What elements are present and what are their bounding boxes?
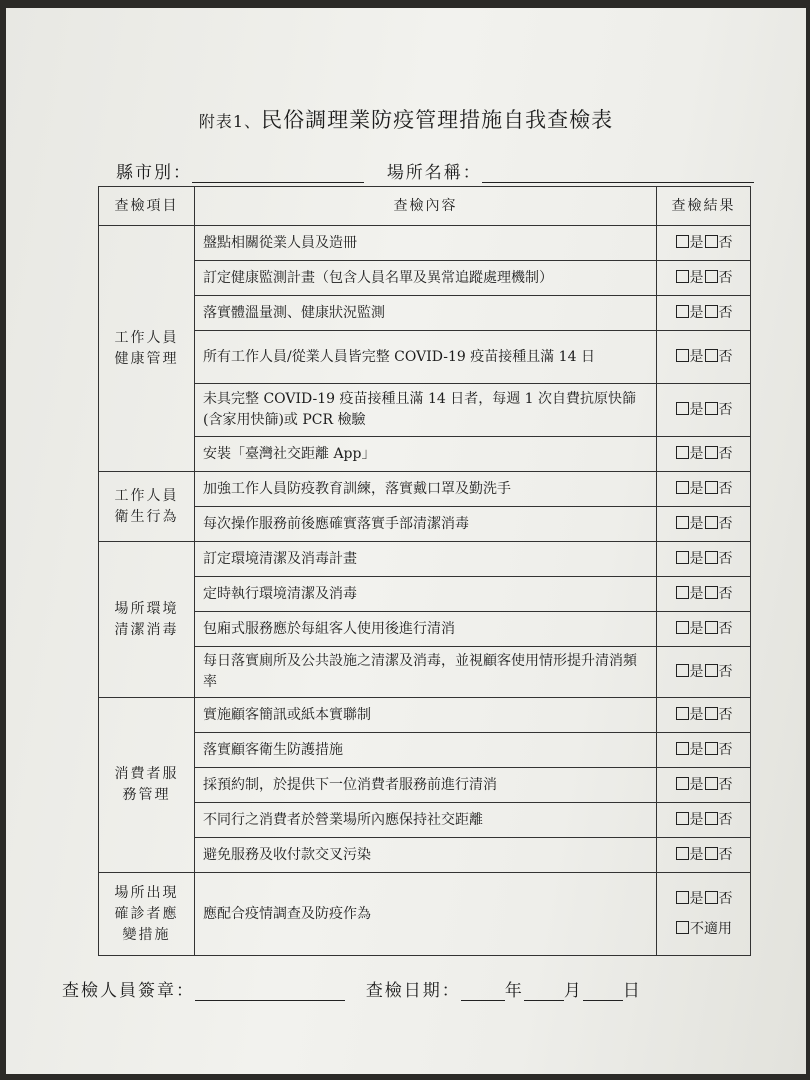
table-row xyxy=(99,873,751,956)
yes-option[interactable] xyxy=(675,305,704,321)
inspector-label: 查檢人員簽章： xyxy=(62,981,195,1001)
date-label: 查檢日期： xyxy=(365,981,461,1001)
yes-label: 是 xyxy=(689,663,704,680)
checklist-table xyxy=(98,186,751,956)
no-option[interactable] xyxy=(704,481,733,497)
table-row xyxy=(99,331,751,384)
table-row xyxy=(99,437,751,472)
table-row xyxy=(99,768,751,803)
no-option[interactable] xyxy=(704,847,733,863)
category-cell: 場所出現確診者應變措施 xyxy=(99,873,195,956)
yes-label: 是 xyxy=(689,550,704,567)
no-option[interactable] xyxy=(704,349,733,365)
yes-option[interactable] xyxy=(675,446,704,462)
header-category: 查檢項目 xyxy=(99,187,195,226)
year-field[interactable] xyxy=(461,982,505,1001)
no-option[interactable] xyxy=(704,446,733,462)
result-cell xyxy=(657,437,751,472)
table-row xyxy=(99,542,751,577)
yes-label: 是 xyxy=(689,269,704,286)
no-checkbox[interactable] xyxy=(705,481,718,494)
no-option[interactable] xyxy=(704,621,733,637)
year-label: 年 xyxy=(504,981,524,1001)
yes-label: 是 xyxy=(689,304,704,321)
no-option[interactable] xyxy=(704,664,733,680)
no-option[interactable] xyxy=(704,891,733,907)
yes-option[interactable] xyxy=(675,777,704,793)
no-checkbox[interactable] xyxy=(705,446,718,459)
table-row xyxy=(99,472,751,507)
day-field[interactable] xyxy=(583,982,623,1001)
table-row xyxy=(99,384,751,437)
yes-label: 是 xyxy=(689,445,704,462)
yes-checkbox[interactable] xyxy=(676,349,689,362)
table-row xyxy=(99,507,751,542)
result-cell xyxy=(657,384,751,437)
check-item: 每次操作服務前後應確實落實手部清潔消毒 xyxy=(195,507,657,542)
yes-option[interactable] xyxy=(675,742,704,758)
no-label: 否 xyxy=(718,304,733,321)
no-label: 否 xyxy=(718,620,733,637)
no-option[interactable] xyxy=(704,305,733,321)
yes-checkbox[interactable] xyxy=(676,742,689,755)
no-checkbox[interactable] xyxy=(705,812,718,825)
yes-checkbox[interactable] xyxy=(676,481,689,494)
check-item: 所有工作人員/從業人員皆完整 COVID-19 疫苗接種且滿 14 日 xyxy=(195,331,657,384)
yes-checkbox[interactable] xyxy=(676,891,689,904)
yes-checkbox[interactable] xyxy=(676,446,689,459)
no-label: 否 xyxy=(718,811,733,828)
yes-option[interactable] xyxy=(675,664,704,680)
table-row xyxy=(99,803,751,838)
document-title xyxy=(6,104,806,134)
yes-label: 是 xyxy=(689,515,704,532)
yes-label: 是 xyxy=(689,706,704,723)
check-item: 定時執行環境清潔及消毒 xyxy=(195,577,657,612)
yes-label: 是 xyxy=(689,620,704,637)
no-option[interactable] xyxy=(704,551,733,567)
check-item: 採預約制，於提供下一位消費者服務前進行清消 xyxy=(195,768,657,803)
venue-label: 場所名稱： xyxy=(386,163,482,183)
no-label: 否 xyxy=(718,445,733,462)
check-item: 盤點相關從業人員及造冊 xyxy=(195,226,657,261)
result-cell xyxy=(657,612,751,647)
yes-checkbox[interactable] xyxy=(676,777,689,790)
yes-label: 是 xyxy=(689,776,704,793)
no-option[interactable] xyxy=(704,707,733,723)
no-option[interactable] xyxy=(704,586,733,602)
check-item: 每日落實廁所及公共設施之清潔及消毒，並視顧客使用情形提升清消頻率 xyxy=(195,647,657,698)
check-item: 包廂式服務應於每組客人使用後進行清消 xyxy=(195,612,657,647)
yes-checkbox[interactable] xyxy=(676,847,689,860)
no-option[interactable] xyxy=(704,812,733,828)
table-row xyxy=(99,612,751,647)
no-label: 否 xyxy=(718,891,733,907)
table-row xyxy=(99,226,751,261)
yes-checkbox[interactable] xyxy=(676,235,689,248)
header-result: 查檢結果 xyxy=(657,187,751,226)
no-checkbox[interactable] xyxy=(705,586,718,599)
check-item: 實施顧客簡訊或紙本實聯制 xyxy=(195,698,657,733)
result-cell xyxy=(657,647,751,698)
no-checkbox[interactable] xyxy=(705,707,718,720)
yes-checkbox[interactable] xyxy=(676,402,689,415)
yes-checkbox[interactable] xyxy=(676,664,689,677)
no-checkbox[interactable] xyxy=(705,742,718,755)
table-row xyxy=(99,838,751,873)
check-item: 避免服務及收付款交叉污染 xyxy=(195,838,657,873)
no-label: 否 xyxy=(718,348,733,365)
no-label: 否 xyxy=(718,776,733,793)
table-row xyxy=(99,698,751,733)
yes-checkbox[interactable] xyxy=(676,621,689,634)
header-content: 查檢內容 xyxy=(195,187,657,226)
no-option[interactable] xyxy=(704,402,733,418)
county-field[interactable] xyxy=(192,164,364,183)
no-option[interactable] xyxy=(704,777,733,793)
category-cell: 工作人員健康管理 xyxy=(99,226,195,472)
table-header-row xyxy=(99,187,751,226)
yes-option[interactable] xyxy=(675,270,704,286)
inspector-signature-field[interactable] xyxy=(195,982,345,1001)
yes-option[interactable] xyxy=(675,402,704,418)
header-fields xyxy=(116,158,754,183)
no-checkbox[interactable] xyxy=(705,235,718,248)
no-checkbox[interactable] xyxy=(705,777,718,790)
no-checkbox[interactable] xyxy=(705,349,718,362)
no-checkbox[interactable] xyxy=(705,891,718,904)
yes-label: 是 xyxy=(689,480,704,497)
result-cell xyxy=(657,542,751,577)
yes-label: 是 xyxy=(689,891,704,907)
category-cell: 工作人員衛生行為 xyxy=(99,472,195,542)
no-checkbox[interactable] xyxy=(705,402,718,415)
no-checkbox[interactable] xyxy=(705,621,718,634)
yes-label: 是 xyxy=(689,348,704,365)
result-cell xyxy=(657,577,751,612)
no-checkbox[interactable] xyxy=(705,270,718,283)
category-cell: 消費者服務管理 xyxy=(99,698,195,873)
check-item: 安裝「臺灣社交距離 App」 xyxy=(195,437,657,472)
result-cell xyxy=(657,331,751,384)
category-cell: 場所環境清潔消毒 xyxy=(99,542,195,698)
title-prefix: 附表1、 xyxy=(198,112,262,131)
no-label: 否 xyxy=(718,480,733,497)
yes-label: 是 xyxy=(689,585,704,602)
no-label: 否 xyxy=(718,550,733,567)
yes-option[interactable] xyxy=(675,586,704,602)
yes-label: 是 xyxy=(689,741,704,758)
no-option[interactable] xyxy=(704,516,733,532)
no-checkbox[interactable] xyxy=(705,551,718,564)
yes-option[interactable] xyxy=(675,707,704,723)
yes-label: 是 xyxy=(689,401,704,418)
no-checkbox[interactable] xyxy=(705,305,718,318)
check-item: 加強工作人員防疫教育訓練，落實戴口罩及勤洗手 xyxy=(195,472,657,507)
yes-checkbox[interactable] xyxy=(676,551,689,564)
no-label: 否 xyxy=(718,515,733,532)
check-item: 訂定健康監測計畫（包含人員名單及異常追蹤處理機制） xyxy=(195,261,657,296)
check-item: 落實顧客衛生防護措施 xyxy=(195,733,657,768)
day-label: 日 xyxy=(622,981,642,1001)
county-label: 縣市別： xyxy=(116,163,192,183)
result-cell xyxy=(657,226,751,261)
table-row xyxy=(99,577,751,612)
result-cell xyxy=(657,768,751,803)
no-label: 否 xyxy=(718,741,733,758)
signature-line xyxy=(62,976,642,1001)
yes-checkbox[interactable] xyxy=(676,707,689,720)
no-label: 否 xyxy=(718,846,733,863)
result-cell xyxy=(657,507,751,542)
yes-option[interactable] xyxy=(675,891,704,907)
no-checkbox[interactable] xyxy=(705,847,718,860)
no-checkbox[interactable] xyxy=(705,664,718,677)
month-label: 月 xyxy=(563,981,583,1001)
yes-checkbox[interactable] xyxy=(676,516,689,529)
result-cell xyxy=(657,296,751,331)
not-applicable-option[interactable] xyxy=(675,921,732,937)
yes-checkbox[interactable] xyxy=(676,586,689,599)
check-item: 不同行之消費者於營業場所內應保持社交距離 xyxy=(195,803,657,838)
check-item: 落實體溫量測、健康狀況監測 xyxy=(195,296,657,331)
yes-option[interactable] xyxy=(675,812,704,828)
month-field[interactable] xyxy=(524,982,564,1001)
check-item: 未具完整 COVID-19 疫苗接種且滿 14 日者，每週 1 次自費抗原快篩(含家用快篩)或 PCR 檢驗 xyxy=(195,384,657,437)
yes-label: 是 xyxy=(689,234,704,251)
yes-label: 是 xyxy=(689,811,704,828)
paper-sheet xyxy=(6,8,806,1074)
no-label: 否 xyxy=(718,663,733,680)
no-option[interactable] xyxy=(704,270,733,286)
table-row xyxy=(99,733,751,768)
result-cell xyxy=(657,472,751,507)
result-cell xyxy=(657,803,751,838)
not-applicable-label: 不適用 xyxy=(690,921,732,937)
no-option[interactable] xyxy=(704,742,733,758)
title-main: 民俗調理業防疫管理措施自我查檢表 xyxy=(261,108,614,132)
no-label: 否 xyxy=(718,706,733,723)
venue-field[interactable] xyxy=(482,164,754,183)
result-cell xyxy=(657,873,751,956)
yes-checkbox[interactable] xyxy=(676,812,689,825)
no-label: 否 xyxy=(718,585,733,602)
no-label: 否 xyxy=(718,234,733,251)
yes-option[interactable] xyxy=(675,516,704,532)
check-item: 訂定環境清潔及消毒計畫 xyxy=(195,542,657,577)
yes-checkbox[interactable] xyxy=(676,270,689,283)
table-row xyxy=(99,296,751,331)
table-row xyxy=(99,261,751,296)
no-label: 否 xyxy=(718,269,733,286)
no-checkbox[interactable] xyxy=(705,516,718,529)
table-row xyxy=(99,647,751,698)
yes-option[interactable] xyxy=(675,481,704,497)
yes-option[interactable] xyxy=(675,349,704,365)
yes-option[interactable] xyxy=(675,621,704,637)
result-cell xyxy=(657,261,751,296)
result-cell xyxy=(657,733,751,768)
no-label: 否 xyxy=(718,401,733,418)
check-item: 應配合疫情調查及防疫作為 xyxy=(195,873,657,956)
yes-checkbox[interactable] xyxy=(676,305,689,318)
yes-label: 是 xyxy=(689,846,704,863)
yes-option[interactable] xyxy=(675,235,704,251)
yes-option[interactable] xyxy=(675,551,704,567)
yes-option[interactable] xyxy=(675,847,704,863)
result-cell xyxy=(657,698,751,733)
result-cell xyxy=(657,838,751,873)
not-applicable-checkbox[interactable] xyxy=(676,921,689,934)
no-option[interactable] xyxy=(704,235,733,251)
